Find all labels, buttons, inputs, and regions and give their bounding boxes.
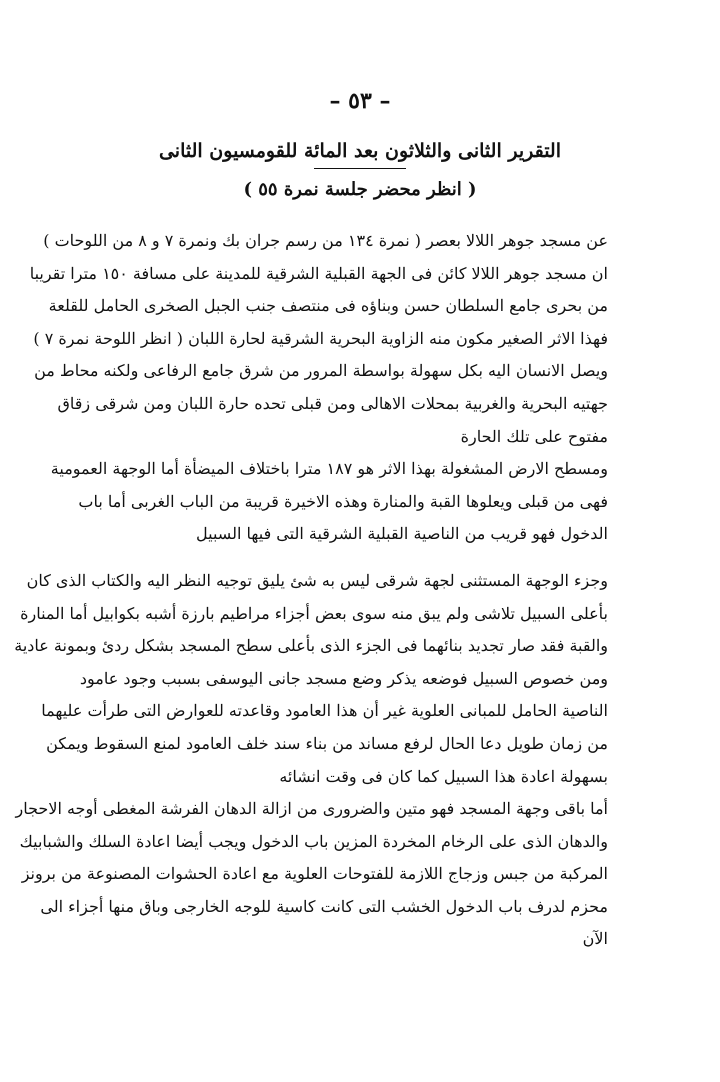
text-line: وجزء الوجهة المستثنى لجهة شرقى ليس به شئ يليق توجيه النظر اليه والكتاب الذى كان	[26, 570, 608, 590]
session-reference: ( انظر محضر جلسة نمرة ٥٥ )	[243, 179, 477, 200]
text-line: بأعلى السبيل تلاشى ولم يبق منه سوى بعض أجزاء مراطيم بارزة أشبه بكوابيل أما المنارة	[20, 603, 608, 623]
text-line: أما باقى وجهة المسجد فهو متين والضرورى من ازالة الدهان الفرشة المغطى أوجه الاحجار	[15, 799, 608, 819]
paragraph-gap	[112, 551, 608, 565]
text-line: من زمان طويل دعا الحال لرفع مساند من بناء سند خلف العامود لمنع السقوط ويمكن	[46, 733, 608, 753]
text-line: عن مسجد جوهر اللالا بعصر ( نمرة ١٣٤ من رسم جران بك ونمرة ٧ و ٨ من اللوحات )	[43, 231, 608, 250]
paragraph-facade	[14, 565, 608, 793]
text-line: ومن خصوص السبيل فوضعه يذكر وضع مسجد جانى اليوسفى بسبب وجود عامود	[79, 668, 608, 688]
text-line: من بحرى جامع السلطان حسن وبناؤه فى منتصف جنب الجبل الصخرى الحامل للقلعة	[48, 296, 608, 316]
paragraph-area	[50, 453, 608, 551]
text-line: محزم لدرف باب الدخول الخشب التى كانت كاسية للوجه الخارجى وباق منها أجزاء الى	[40, 896, 608, 916]
paragraph-restoration	[15, 793, 608, 956]
paragraph-location	[29, 225, 608, 453]
text-line: فهى من قبلى ويعلوها القبة والمنارة وهذه الاخيرة قريبة من الباب الغربى أما باب	[78, 491, 608, 511]
text-line: ان مسجد جوهر اللالا كائن فى الجهة القبلية الشرقية للمدينة على مسافة ١٥٠ مترا تقريبا	[29, 263, 608, 283]
text-line: فهذا الاثر الصغير مكون منه الزاوية البحرية الشرقية لحارة اللبان ( انظر اللوحة نمرة ٧ )	[33, 328, 608, 348]
text-line: ويصل الانسان اليه بكل سهولة بواسطة المرور من شرق جامع الرفاعى ولكنه محاط من	[34, 361, 608, 381]
title-underline	[314, 168, 406, 169]
text-line: بسهولة اعادة هذا السبيل كما كان فى وقت انشائه	[279, 766, 608, 786]
text-line: ومسطح الارض المشغولة بهذا الاثر هو ١٨٧ مترا باختلاف الميضأة أما الوجهة العمومية	[50, 459, 608, 479]
text-line: جهتيه البحرية والغربية بمحلات الاهالى ومن قبلى تحده حارة اللبان ومن شرقى زقاق	[57, 393, 608, 413]
report-title: التقرير الثانى والثلاثون بعد المائة للقومسيون الثانى	[158, 140, 562, 162]
text-line: الناصية الحامل للمبانى العلوية غير أن هذا العامود وقاعدته للعوارض التى طرأت عليهما	[41, 701, 608, 721]
page-number: – ٥٣ –	[329, 88, 391, 114]
text-line: الآن	[582, 929, 608, 949]
text-line: والدهان الذى على الرخام المخردة المزين باب الدخول ويجب أيضا اعادة السلك والشبابيك	[19, 831, 608, 851]
text-line: مفتوح على تلك الحارة	[460, 426, 608, 446]
text-line: المركبة من جبس وزجاج اللازمة للفتوحات العلوية مع اعادة الحشوات المصنوعة من برونز	[21, 864, 608, 884]
text-line: الدخول فهو قريب من الناصية القبلية الشرقية التى فيها السبيل	[196, 524, 608, 544]
text-line: والقبة فقد صار تجديد بنائهما فى الجزء الذى بأعلى سطح المسجد بشكل ردئ وبمونة عادية	[14, 636, 608, 656]
